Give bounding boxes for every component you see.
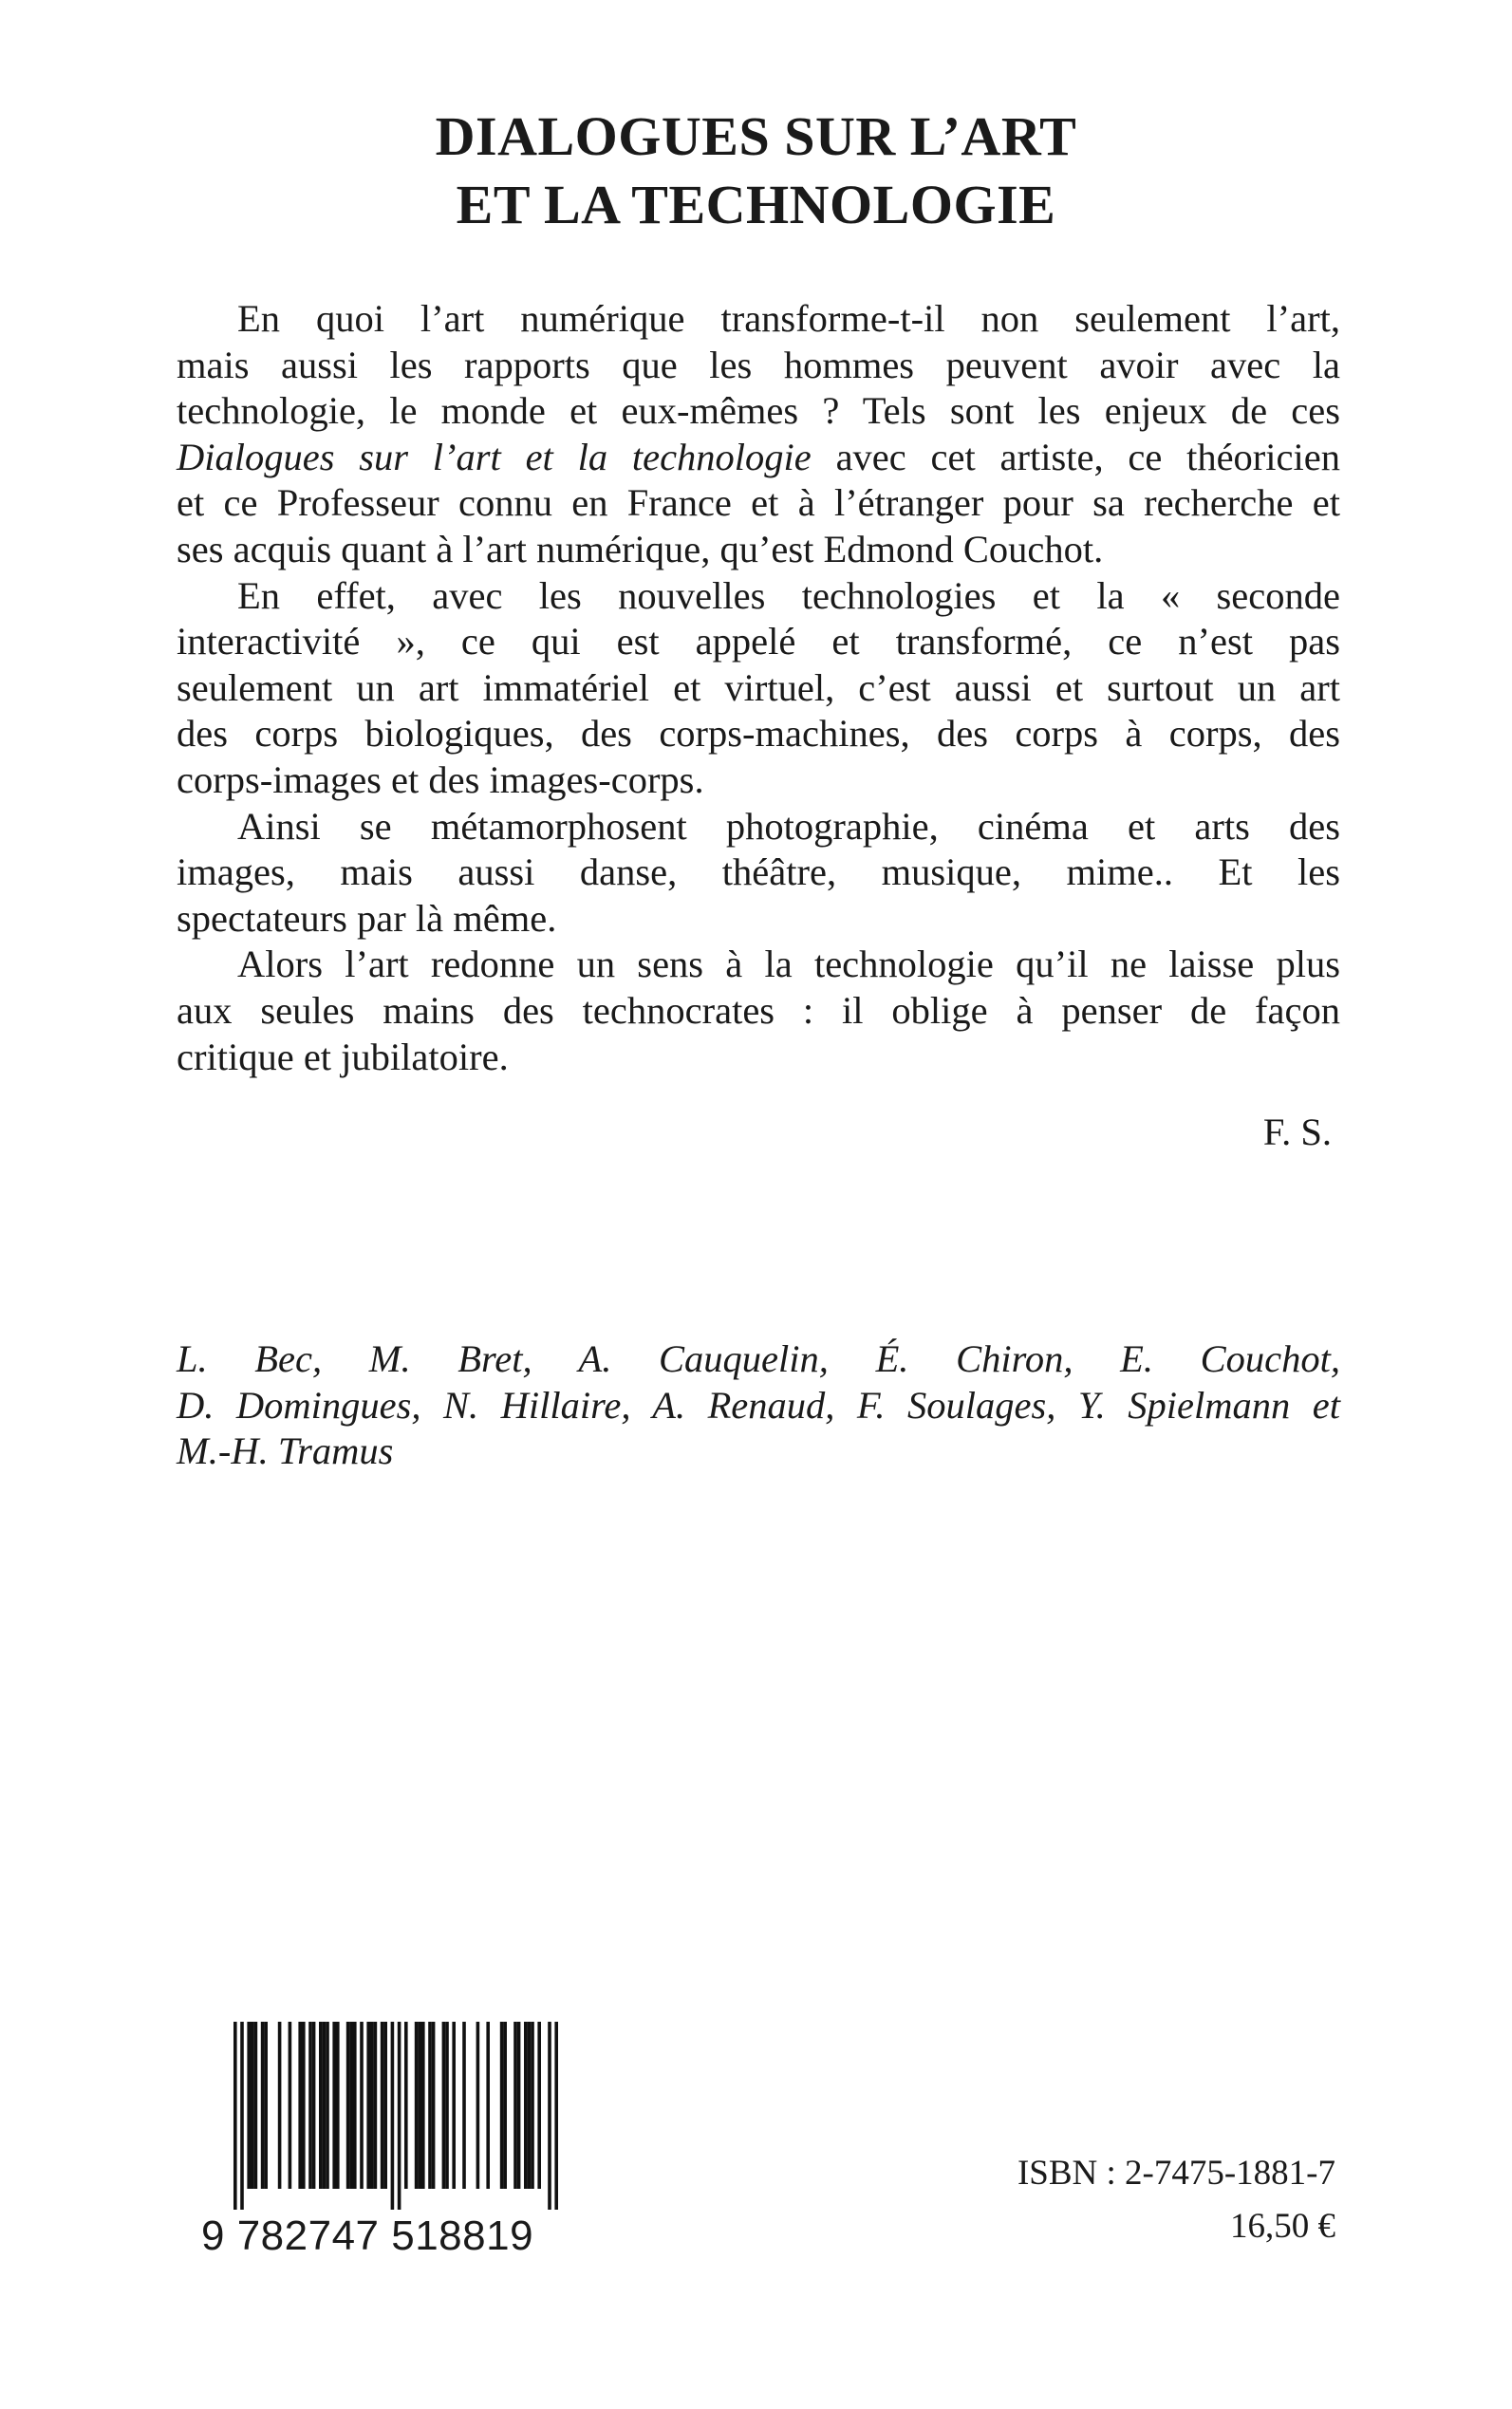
barcode-bar — [524, 2022, 528, 2189]
text-line: En effet, avec les nouvelles technologies et la « seconde — [237, 573, 1340, 617]
barcode-bar — [319, 2022, 323, 2189]
text-line: seulement un art immatériel et virtuel, c’est aussi et surtout un art — [177, 665, 1340, 709]
barcode-bar — [261, 2022, 265, 2189]
text-line: En quoi l’art numérique transforme-t-il non seulement l’art, — [237, 297, 1340, 340]
text-line — [177, 435, 1340, 481]
barcode-bar — [254, 2022, 258, 2189]
barcode-bar — [323, 2022, 327, 2189]
text-line: et ce Professeur connu en France et à l’étranger pour sa recherche et — [177, 481, 1340, 525]
barcode-bar — [326, 2022, 329, 2189]
barcode-bar — [289, 2022, 292, 2189]
barcode-bar — [513, 2022, 517, 2189]
title-line-2: ET LA TECHNOLOGIE — [456, 174, 1056, 235]
text-line: images, mais aussi danse, théâtre, musique, mime.. Et les — [177, 850, 1340, 894]
barcode-bar — [353, 2022, 357, 2189]
authors-line: M.-H. Tramus — [177, 1429, 394, 1473]
text-line: ses acquis quant à l’art numérique, qu’est Edmond Couchot. — [177, 527, 1104, 570]
barcode-bar — [500, 2022, 504, 2189]
barcode-bar — [278, 2022, 282, 2189]
barcode-bar — [476, 2022, 480, 2189]
isbn: ISBN : 2-7475-1881-7 — [1017, 2154, 1335, 2193]
barcode — [201, 2022, 594, 2231]
text-line: mais aussi les rapports que les hommes peuvent avoir avec la — [177, 343, 1340, 386]
title-line-1: DIALOGUES SUR L’ART — [435, 105, 1077, 167]
barcode-bar — [247, 2022, 251, 2189]
barcode-bar — [418, 2022, 421, 2189]
barcode-digits: 9 782747 518819 — [201, 2213, 534, 2259]
barcode-bar — [503, 2022, 507, 2189]
barcode-bar — [374, 2022, 378, 2189]
barcode-bar — [264, 2022, 268, 2189]
text-line: technologie, le monde et eux-mêmes ? Tels sont les enjeux de ces — [177, 389, 1340, 433]
text-line: aux seules mains des technocrates : il oblige à penser de façon — [177, 988, 1340, 1032]
barcode-bar — [398, 2022, 401, 2210]
barcode-bar — [312, 2022, 316, 2189]
text-line: Alors l’art redonne un sens à la technologie qu’il ne laisse plus — [237, 943, 1340, 986]
paragraph-4 — [177, 942, 1340, 1080]
barcode-bar — [346, 2022, 350, 2189]
barcode-bar — [298, 2022, 302, 2189]
barcode-bar — [548, 2022, 551, 2210]
book-title-italic: Dialogues sur l’art et la technologie — [177, 435, 812, 478]
barcode-bar — [517, 2022, 521, 2189]
barcode-bar — [366, 2022, 370, 2189]
barcode-bars — [201, 2022, 594, 2212]
barcode-bar — [302, 2022, 306, 2189]
barcode-bar — [360, 2022, 364, 2189]
barcode-bar — [336, 2022, 340, 2189]
barcode-bar — [251, 2022, 254, 2189]
price: 16,50 € — [1230, 2207, 1335, 2246]
text-fragment: avec cet artiste, ce théoricien — [811, 435, 1340, 478]
barcode-bar — [383, 2022, 387, 2189]
blurb — [177, 296, 1340, 1080]
barcode-bar — [370, 2022, 374, 2189]
text-line: Ainsi se métamorphosent photographie, cinéma et arts des — [237, 804, 1340, 848]
text-line: corps-images et des images-corps. — [177, 757, 704, 801]
barcode-bar — [391, 2022, 395, 2210]
barcode-bar — [349, 2022, 353, 2189]
barcode-bar — [332, 2022, 336, 2189]
signature: F. S. — [1262, 1111, 1332, 1153]
barcode-bar — [486, 2022, 490, 2189]
authors-line: D. Domingues, N. Hillaire, A. Renaud, F. Soulages, Y. Spielmann et — [177, 1383, 1340, 1427]
paragraph-2 — [177, 573, 1340, 804]
barcode-bar — [428, 2022, 432, 2189]
barcode-bar — [452, 2022, 456, 2189]
barcode-bar — [421, 2022, 425, 2189]
barcode-bar — [308, 2022, 312, 2189]
barcode-bar — [381, 2022, 384, 2189]
barcode-bar — [445, 2022, 449, 2189]
barcode-bar — [442, 2022, 446, 2189]
paragraph-1 — [177, 296, 1340, 573]
barcode-bar — [233, 2022, 237, 2210]
text-line: critique et jubilatoire. — [177, 1035, 509, 1078]
barcode-bar — [462, 2022, 466, 2189]
text-line: spectateurs par là même. — [177, 896, 557, 940]
barcode-bar — [404, 2022, 408, 2189]
text-line: des corps biologiques, des corps-machines, des corps à corps, des — [177, 712, 1340, 756]
barcode-bar — [415, 2022, 419, 2189]
paragraph-3 — [177, 804, 1340, 943]
barcode-bar — [537, 2022, 541, 2189]
barcode-bar — [240, 2022, 244, 2210]
barcode-bar — [554, 2022, 558, 2210]
book-title — [0, 103, 1512, 239]
text-line: interactivité », ce qui est appelé et transformé, ce n’est pas — [177, 620, 1340, 663]
barcode-bar — [531, 2022, 534, 2189]
authors-line: L. Bec, M. Bret, A. Cauquelin, É. Chiron, E. Couchot, — [177, 1337, 1340, 1380]
authors-list — [177, 1336, 1340, 1475]
barcode-bar — [432, 2022, 436, 2189]
barcode-bar — [528, 2022, 532, 2189]
